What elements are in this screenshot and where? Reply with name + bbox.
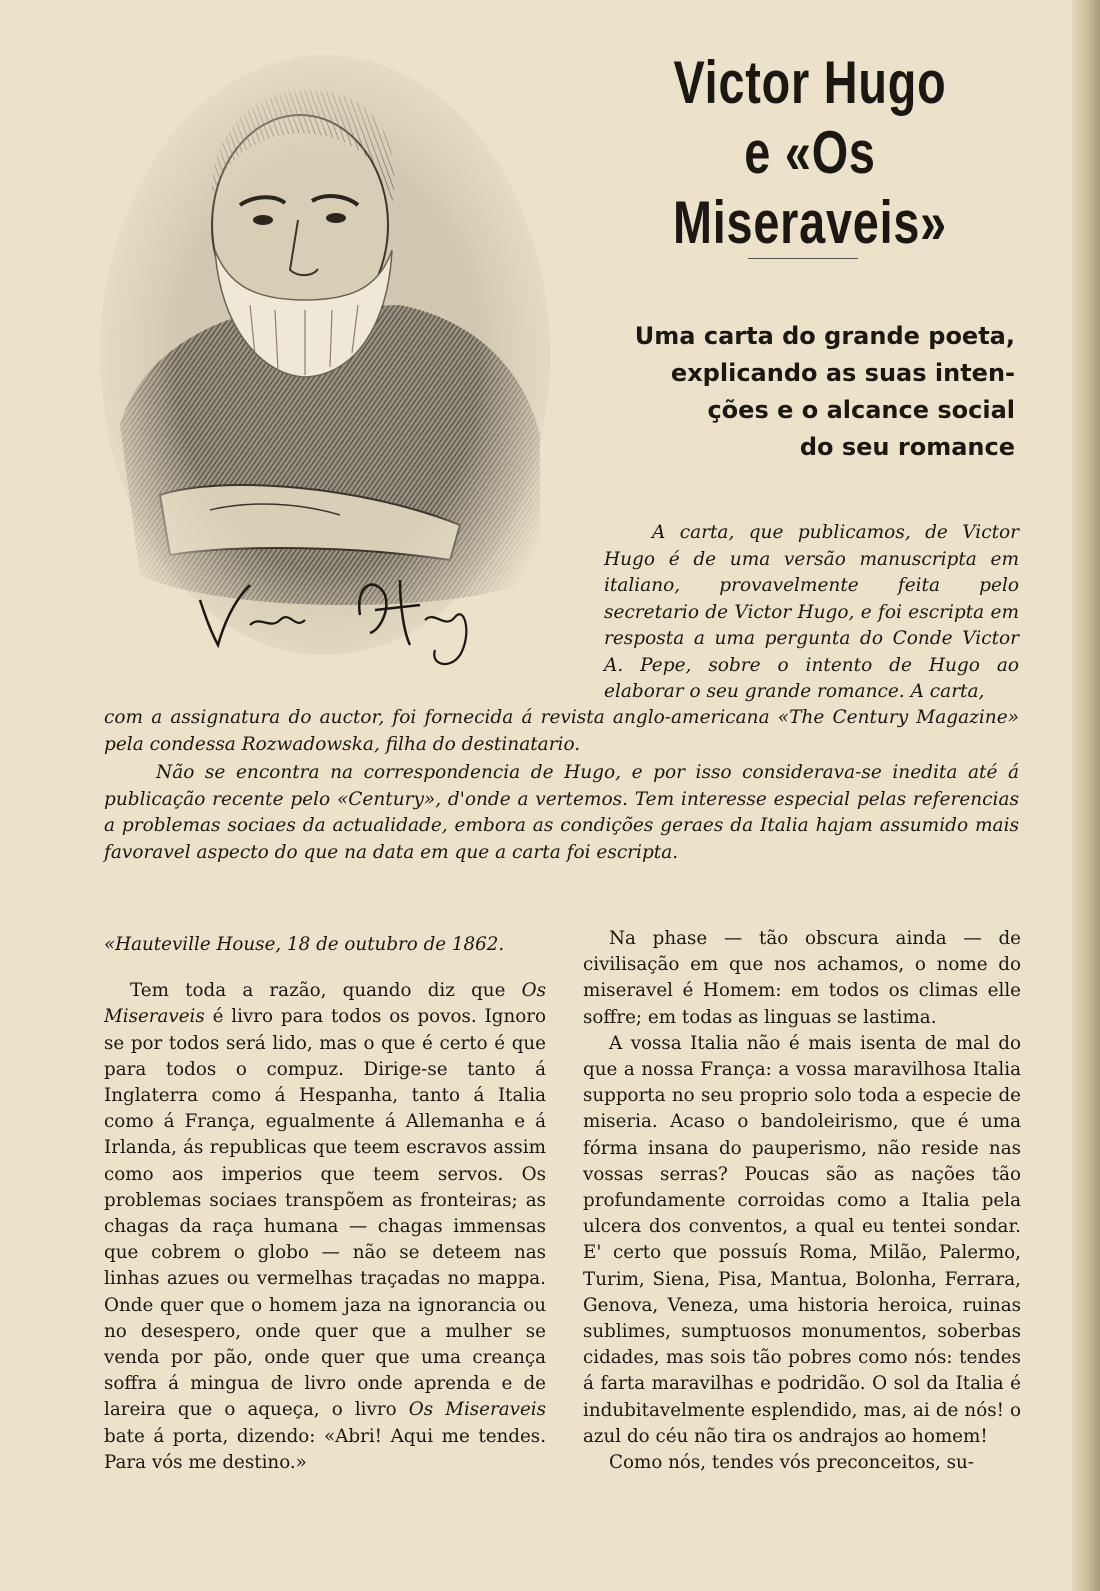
letter-column-left [104, 932, 546, 1476]
letter-paragraph [104, 978, 546, 1476]
victor-hugo-portrait [100, 55, 555, 675]
intro-paragraph-1: A carta, que publicamos, de Victor Hugo é de uma versão manuscripta em italiano, provavelmente feita pelo secretario de Victor Hugo, e foi escripta em resposta a uma pergunta do Conde Victor A. Pepe, sobre o intento de Hugo ao elaborar o seu grande romance. A carta, [604, 522, 1019, 702]
page-edge [1072, 0, 1100, 1591]
intro-paragraph-1-continued: com a assignatura do auctor, foi fornecida á revista anglo-americana «The Century Magazine» pela condessa Rozwadowska, filha do destinatario. [104, 707, 1019, 755]
article-subtitle [605, 318, 1015, 466]
letter-text: é livro para todos os povos. Ignoro se por todos será lido, mas o que é certo é que para todos o compuz. Dirige-se tanto á Inglaterra como á Hespanha, tanto á Italia como á França, egualmente á Allemanha e á Irlanda, ás republicas que teem escravos assim como aos imperios que teem servos. Os problemas sociaes transpõem as fronteiras; as chagas da raça humana — chagas immensas que cobrem o globo — não se deteem nas linhas azues ou vermelhas traçadas no mappa. Onde quer que o homem jaza na ignorancia ou no desespero, onde quer que a mulher se venda por pão, onde quer que uma creança soffra á mingua de livro onde aprenda e de lareira que o aqueça, o livro [104, 1006, 546, 1421]
letter-paragraph: Na phase — tão obscura ainda — de civilisação em que nos achamos, o nome do miseravel é Homem: em todos os climas elle soffre; em todas as linguas se lastima. [583, 928, 1021, 1028]
title-line-2: e «Os Miseraveis» [673, 119, 947, 256]
intro-paragraph-2: Não se encontra na correspondencia de Hugo, e por isso considerava-se inedita até á publicação recente pelo «Century», d'onde a vertemos. Tem interesse especial pelas referencias a problemas sociaes da actualidade, embora as condições geraes da Italia hajam assumido mais favoravel aspecto do que na data em que a carta foi escripta. [104, 762, 1019, 863]
subtitle-line: Uma carta do grande poeta, [634, 322, 1015, 350]
subtitle-line: ções e o alcance social [707, 396, 1015, 424]
title-line-1: Victor Hugo [673, 49, 947, 116]
letter-text: bate á porta, dizendo: «Abri! Aqui me tendes. Para vós me destino.» [104, 1425, 546, 1473]
book-title: Os Miseraveis [104, 980, 546, 1028]
article-title [646, 48, 974, 258]
title-divider [748, 258, 858, 259]
subtitle-line: do seu romance [799, 433, 1015, 461]
book-title: Os Miseraveis [408, 1399, 547, 1421]
letter-column-right [583, 926, 1021, 1476]
letter-paragraph: A vossa Italia não é mais isenta de mal do que a nossa França: a vossa maravilhosa Italia supporta no seu proprio solo toda a especie de miseria. Acaso o bandoleirismo, que é uma fórma insana do pauperismo, não reside nas vossas serras? Poucas são as nações tão profundamente corroidas como a Italia pela ulcera dos conventos, a qual eu tentei sondar. E' certo que possuís Roma, Milão, Palermo, Turim, Siena, Pisa, Mantua, Bolonha, Ferrara, Genova, Veneza, uma historia heroica, ruinas sublimes, sumptuosos monumentos, soberbas cidades, mas sois tão pobres como nós: tendes á farta maravilhas e podridão. O sol da Italia é indubitavelmente esplendido, mas, ai de nós! o azul do céu não tira os andrajos ao homem! [583, 1032, 1021, 1447]
portrait-engraving [100, 55, 555, 675]
letter-paragraph: Como nós, tendes vós preconceitos, su- [609, 1452, 974, 1474]
letter-dateline: «Hauteville House, 18 de outubro de 1862. [104, 934, 505, 955]
letter-text: Tem toda a razão, quando diz que [130, 980, 522, 1002]
subtitle-line: explicando as suas inten- [670, 359, 1015, 387]
